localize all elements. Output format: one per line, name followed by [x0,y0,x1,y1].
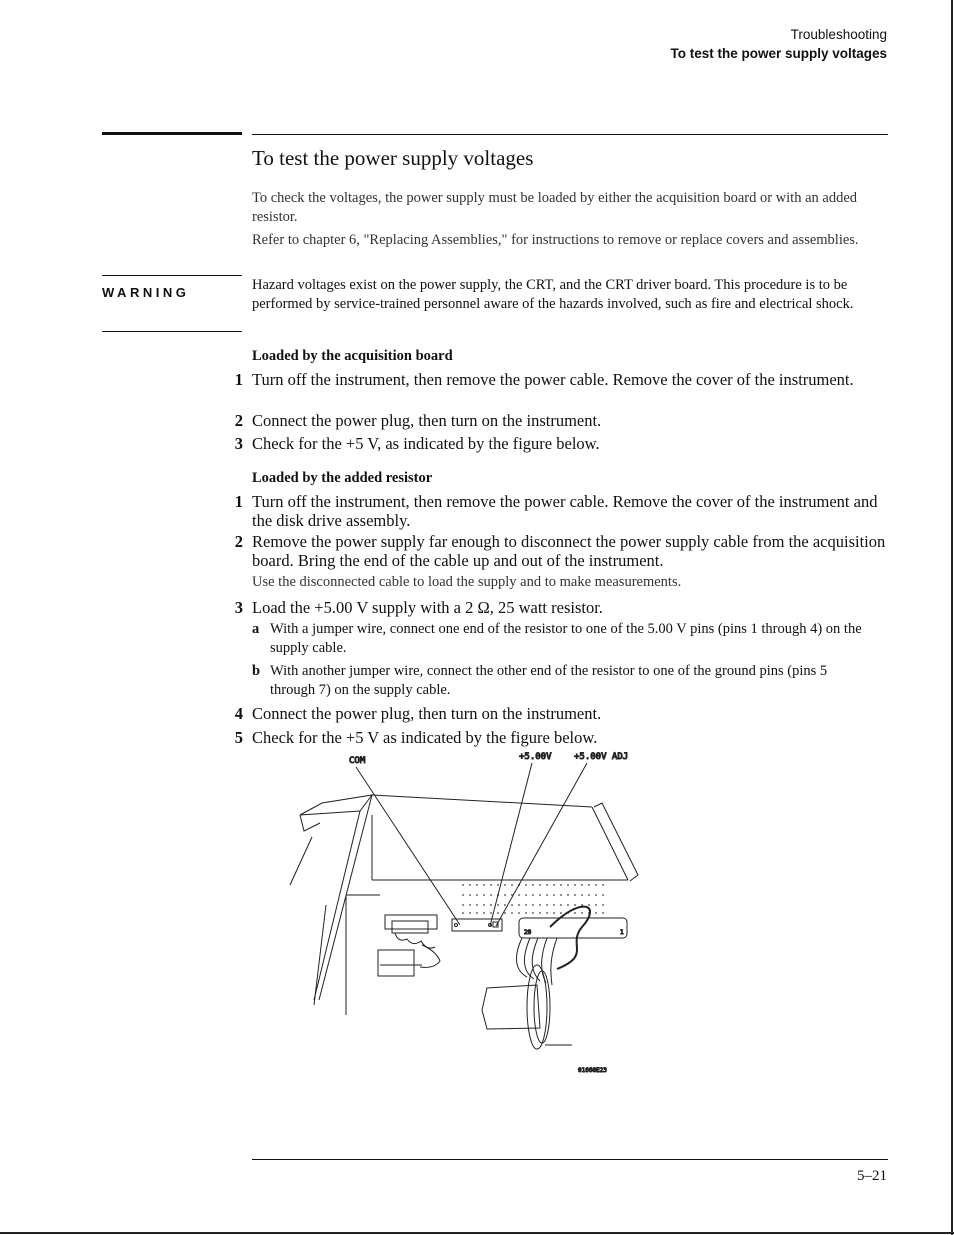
warning-label: WARNING [102,285,190,300]
step-number: 3 [234,434,243,453]
step-number: 1 [234,370,243,389]
substep-text: With a jumper wire, connect one end of the resistor to one of the 5.00 V pins (pins 1 through 4) on the supply cable. [270,621,862,656]
left-connector [385,915,437,929]
running-head-chapter: Troubleshooting [790,27,887,42]
step-number: 4 [234,704,243,723]
supply-top-edge [372,795,592,807]
warning-text: Hazard voltages exist on the power supply, the CRT, and the CRT driver board. This procedure is to be performed by service-trained personnel aware of the hazards involved, such as fire and electrical shock. [252,277,854,312]
page-number: 5–21 [857,1168,887,1184]
test-point-com [455,924,458,927]
step-text: Check for the +5 V, as indicated by the figure below. [252,434,600,453]
chassis-top-edge [300,795,372,815]
leader-adj [496,763,587,926]
ribbon-connector [519,918,627,938]
page-edge-bottom [0,1232,954,1234]
cable-cylinder [482,985,540,1029]
step-number: 2 [234,532,243,551]
substep-text: With another jumper wire, connect the other end of the resistor to one of the ground pins (pins 5 through 7) on the supply cable. [270,663,828,698]
connector-wires [395,933,435,948]
step-number: 1 [234,492,243,511]
callout-adj: +5.00V ADJ [574,752,629,762]
step-text: Check for the +5 V as indicated by the figure below. [252,728,598,747]
callout-plus5: +5.00V [519,752,552,762]
intro-paragraph: To check the voltages, the power supply must be loaded by either the acquisition board or with an added resistor. [252,190,857,225]
section-rule-right [252,134,888,135]
callout-com: COM [349,756,366,766]
step-text: Connect the power plug, then turn on the instrument. [252,411,602,430]
procedure-note: Use the disconnected cable to load the supply and to make measurements. [252,574,682,590]
power-supply-figure [282,745,652,1080]
section-rule-left [102,132,242,135]
step-number: 5 [234,728,243,747]
connector-pin-1: 1 [620,929,624,936]
running-head-section: To test the power supply voltages [670,46,887,61]
step-text: Load the +5.00 V supply with a 2 Ω, 25 watt resistor. [252,598,603,617]
step-number: 2 [234,411,243,430]
ribbon-cable [517,938,527,977]
warning-rule-top [102,275,242,276]
connector-pin-20: 20 [524,929,532,936]
procedure-a-heading: Loaded by the acquisition board [252,348,453,364]
leader-plus5 [490,763,532,926]
step-text: Remove the power supply far enough to disconnect the power supply cable from the acquisition board. Bring the end of the cable up and out of the instrument. [252,532,886,570]
intro-paragraph: Refer to chapter 6, "Replacing Assemblies," for instructions to remove or replace covers and assemblies. [252,232,859,248]
step-text: Turn off the instrument, then remove the power cable. Remove the cover of the instrument and the disk drive assembly. [252,492,878,530]
wire-clamp [378,950,414,976]
figure-id: 01660E23 [578,1067,607,1074]
vent-slots [462,885,604,913]
substep-letter: a [252,621,260,637]
warning-rule-bottom [102,331,242,332]
step-number: 3 [234,598,243,617]
footer-rule [252,1159,888,1160]
page-edge-right [951,0,953,1235]
procedure-b-heading: Loaded by the added resistor [252,470,433,486]
section-title: To test the power supply voltages [252,146,534,170]
supply-side-rail [594,803,638,881]
step-text: Connect the power plug, then turn on the instrument. [252,704,602,723]
running-head [670,25,887,63]
step-text: Turn off the instrument, then remove the power cable. Remove the cover of the instrument. [252,370,854,389]
substep-letter: b [252,663,261,679]
